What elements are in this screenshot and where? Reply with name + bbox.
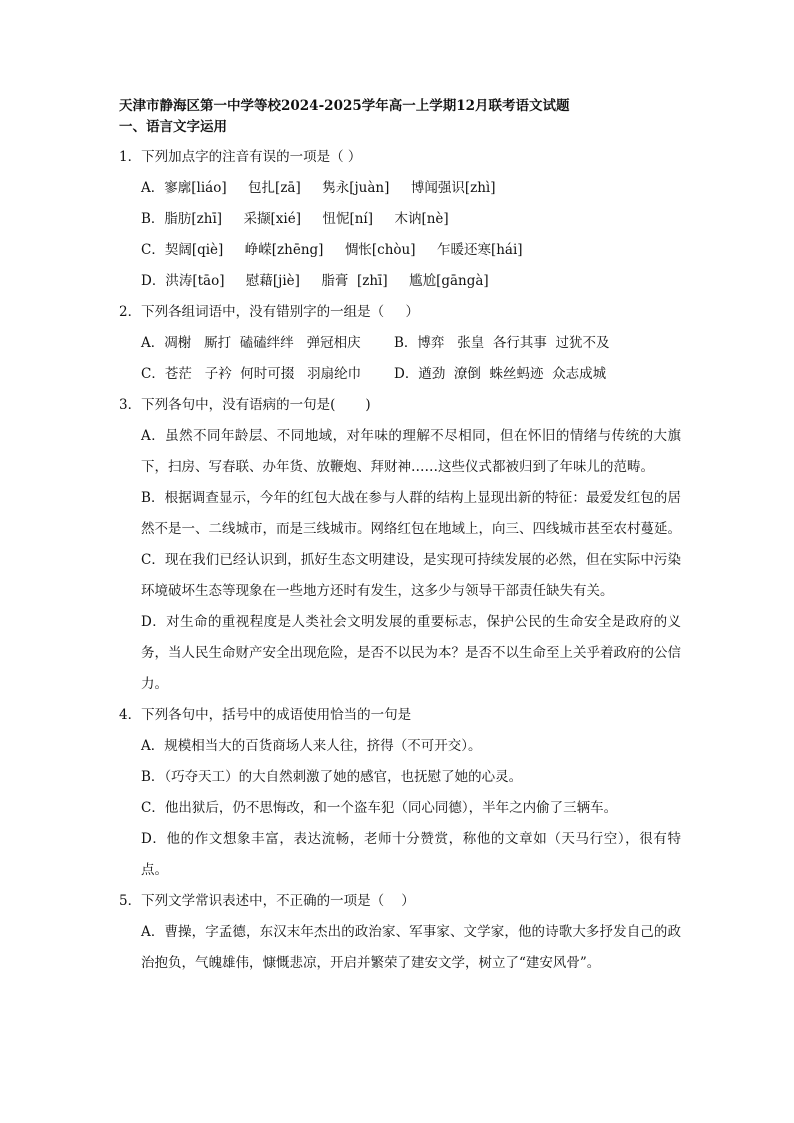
question-1-option-b: B．脂肪[zhī] 采撷[xié] 忸怩[ní] 木讷[nè] (141, 211, 449, 227)
question-4-stem: 4．下列各句中，括号中的成语使用恰当的一句是 (119, 707, 412, 723)
question-4-option-c: C．他出狱后，仍不思悔改，和一个盗车犯（同心同德），半年之内偷了三辆车。 (141, 800, 618, 816)
question-4-option-a: A．规模相当大的百货商场人来人往，挤得（不可开交）。 (141, 738, 482, 754)
question-2-option-c: C．苍茫 子衿 何时可掇 羽扇纶巾 (141, 366, 362, 382)
question-2-option-a: A．凋榭 厮打 磕磕绊绊 弹冠相庆 (141, 335, 361, 351)
question-3-option-b: B．根据调查显示，今年的红包大战在参与人群的结构上显现出新的特征：最爱发红包的居然不是一、二线城市，而是三线城市。网络红包在地域上，向三、四线城市甚至农村蔓延。 (141, 490, 681, 537)
question-4-option-b: B．（巧夺天工）的大自然刺激了她的感官，也抚慰了她的心灵。 (141, 769, 523, 785)
question-3-option-c: C．现在我们已经认识到，抓好生态文明建设，是实现可持续发展的必然，但在实际中污染环境破坏生态等现象在一些地方还时有发生，这多少与领导干部责任缺失有关。 (141, 552, 681, 599)
question-2-options-row-2 (141, 359, 679, 390)
question-3-stem: 3．下列各句中，没有语病的一句是( ) (119, 397, 371, 413)
question-2-option-b: B．博弈 张皇 各行其事 过犹不及 (394, 335, 610, 351)
question-4-option-d: D．他的作文想象丰富，表达流畅，老师十分赞赏，称他的文章如（天马行空），很有特点。 (141, 831, 681, 878)
section-heading: 一、语言文字运用 (119, 119, 227, 135)
question-3-option-a: A．虽然不同年龄层、不同地域，对年味的理解不尽相同，但在怀旧的情绪与传统的大旗下，扫房、写春联、办年货、放鞭炮、拜财神……这些仪式都被归到了年味儿的范畴。 (141, 428, 681, 475)
exam-title: 天津市静海区第一中学等校2024-2025学年高一上学期12月联考语文试题 (119, 98, 570, 114)
page-content (119, 96, 679, 979)
question-2-options-row-1 (141, 328, 679, 359)
question-5-stem: 5．下列文学常识表述中，不正确的一项是（ ） (119, 893, 415, 909)
question-1-option-a: A．寥廓[liáo] 包扎[zā] 隽永[juàn] 博闻强识[zhì] (141, 180, 496, 196)
question-2-option-d: D．遒劲 潦倒 蛛丝蚂迹 众志成城 (394, 366, 607, 382)
question-2-stem: 2．下列各组词语中，没有错别字的一组是（ ） (119, 304, 420, 320)
question-1-option-d: D．洪涛[tāo] 慰藉[jiè] 脂膏 [zhī] 尴尬[gāngà] (141, 273, 489, 289)
question-1-option-c: C．契阔[qiè] 峥嵘[zhēng] 惆怅[chòu] 乍暖还寒[hái] (141, 242, 523, 258)
question-3-option-d: D．对生命的重视程度是人类社会文明发展的重要标志，保护公民的生命安全是政府的义务，当人民生命财产安全出现危险，是否不以民为本？是否不以生命至上关乎着政府的公信力。 (141, 614, 681, 692)
question-1-stem: 1．下列加点字的注音有误的一项是（ ） (119, 149, 362, 165)
question-5-option-a: A．曹操，字孟德，东汉末年杰出的政治家、军事家、文学家，他的诗歌大多抒发自己的政治抱负，气魄雄伟，慷慨悲凉，开启并繁荣了建安文学，树立了“建安风骨”。 (141, 924, 681, 971)
